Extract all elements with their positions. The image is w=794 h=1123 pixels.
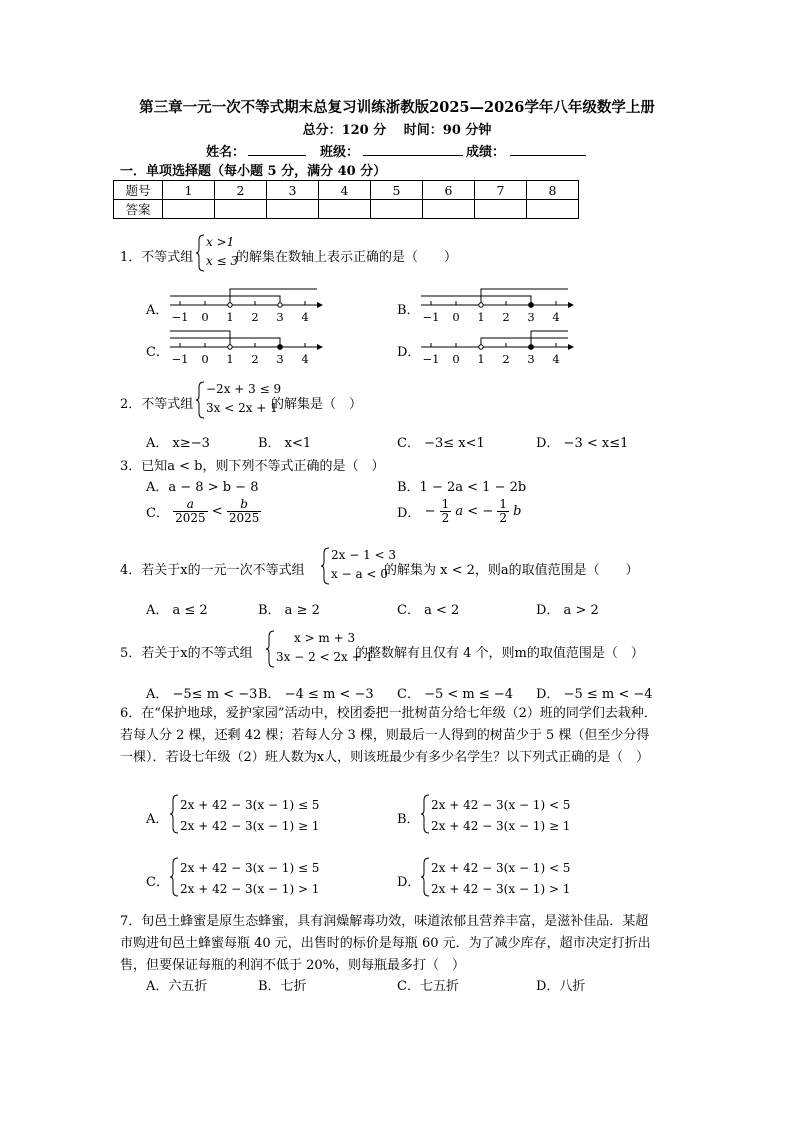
q6-a-line: 2x + 42 − 3(x − 1) ≤ 5 — [180, 798, 320, 812]
number-line-b[interactable] — [416, 284, 576, 326]
q6-d-line: 2x + 42 − 3(x − 1) > 1 — [431, 882, 571, 896]
q3-option-d-tail: b — [513, 504, 522, 519]
numerator: b — [227, 498, 262, 512]
denominator: 2 — [499, 511, 507, 525]
q3-stem: 3．已知a < b，则下列不等式正确的是（ ） — [120, 459, 385, 474]
tick-label: 1 — [477, 352, 485, 366]
q5-option-a[interactable]: A． −5≤ m < −3 — [146, 687, 258, 702]
q2-option-d[interactable]: D． −3 < x≤1 — [536, 436, 629, 451]
q3-option-c-label: C． — [146, 506, 169, 521]
q3-option-b[interactable]: B．1 − 2a < 1 − 2b — [397, 480, 527, 495]
number-line-d[interactable] — [416, 326, 576, 368]
table-cell: 3 — [267, 181, 319, 200]
q3-option-c-operator: < — [211, 504, 223, 519]
tick-label: 4 — [301, 310, 309, 324]
numerator: a — [173, 498, 208, 512]
number-line-c[interactable] — [165, 326, 325, 368]
q4-prefix: 4．若关于x的一元一次不等式组 — [120, 563, 305, 578]
table-cell: 8 — [527, 181, 579, 200]
tick-label: 1 — [226, 352, 234, 366]
denominator: 2025 — [228, 511, 260, 525]
table-cell: 1 — [163, 181, 215, 200]
tick-label: 2 — [502, 310, 510, 324]
q2-option-a[interactable]: A． x≥−3 — [146, 436, 210, 451]
tick-label: 2 — [502, 352, 510, 366]
q7-stem: 7．旬邑土蜂蜜是原生态蜂蜜，具有润燥解毒功效，味道浓郁且营养丰富，是滋补佳品．某超市购进旬邑土蜂蜜每瓶 40 元，出售时的标价是每瓶 60 元．为了减少库存，超市决定打折出售，但要保证每瓶的利润不低于 20%，则每瓶最多打（ ） — [120, 914, 651, 973]
q5-brace — [266, 630, 276, 668]
tick-label: 4 — [552, 310, 560, 324]
q6-c-brace — [170, 857, 180, 897]
q4-option-c[interactable]: C． a < 2 — [397, 603, 460, 618]
q3-option-d-label: D． — [397, 506, 421, 521]
tick-label: 0 — [201, 310, 209, 324]
q1-sys-line: x ≤ 3 — [206, 254, 239, 268]
q5-option-b[interactable]: B． −4 ≤ m < −3 — [258, 687, 374, 702]
name-field[interactable] — [248, 155, 306, 156]
q6-option-a — [180, 795, 319, 837]
tick-label: −1 — [422, 310, 440, 324]
q1-prefix: 1．不等式组 — [120, 250, 194, 265]
table-cell: 6 — [423, 181, 475, 200]
q6-option-c — [180, 858, 319, 900]
q6-d-line: 2x + 42 − 3(x − 1) < 5 — [431, 861, 571, 875]
q3-option-d-middle: a < − — [455, 504, 494, 519]
q2-prefix: 2．不等式组 — [120, 397, 194, 412]
q3-option-c[interactable] — [146, 498, 261, 525]
answer-cell[interactable] — [163, 200, 215, 219]
q2-sys-line: 3x < 2x + 1 — [206, 401, 278, 415]
table-row — [114, 181, 579, 200]
answer-cell[interactable] — [215, 200, 267, 219]
tick-label: 2 — [251, 352, 259, 366]
q2-option-b[interactable]: B． x<1 — [258, 436, 312, 451]
denominator: 2025 — [175, 511, 206, 525]
q1-system — [206, 233, 238, 271]
tick-label: 0 — [452, 310, 460, 324]
answer-cell[interactable] — [319, 200, 371, 219]
class-label: 班级： — [320, 145, 360, 160]
q7-option-c[interactable]: C．七五折 — [397, 979, 459, 994]
q5-prefix: 5．若关于x的不等式组 — [120, 646, 253, 661]
q6-option-b — [431, 795, 570, 837]
q5-sys-line: 3x − 2 < 2x + 1 — [276, 650, 374, 664]
tick-label: 4 — [552, 352, 560, 366]
class-field[interactable] — [363, 155, 463, 156]
numerator: 1 — [499, 497, 507, 511]
q6-d-brace — [421, 857, 431, 897]
q2-system — [206, 380, 281, 418]
q6-a-line: 2x + 42 − 3(x − 1) ≥ 1 — [180, 819, 320, 833]
q3-option-a[interactable]: A．a − 8 > b − 8 — [146, 480, 259, 495]
q6-option-d — [431, 858, 570, 900]
tick-label: 0 — [452, 352, 460, 366]
q4-brace — [321, 547, 331, 585]
q1-brace — [196, 234, 206, 272]
table-cell: 答案 — [114, 200, 163, 219]
q4-option-d[interactable]: D． a > 2 — [536, 603, 599, 618]
q2-sys-line: −2x + 3 ≤ 9 — [206, 382, 282, 396]
denominator: 2 — [441, 511, 450, 525]
q1-option-a-label: A． — [146, 303, 169, 318]
answer-cell[interactable] — [267, 200, 319, 219]
q5-option-c[interactable]: C． −5 < m ≤ −4 — [397, 687, 514, 702]
tick-label: −1 — [422, 352, 440, 366]
q5-sys-line: x > m + 3 — [293, 631, 356, 645]
tick-label: 0 — [201, 352, 209, 366]
tick-label: 1 — [226, 310, 234, 324]
q6-b-brace — [421, 794, 431, 834]
q2-brace — [196, 381, 206, 419]
tick-label: 3 — [276, 310, 284, 324]
fraction — [440, 498, 452, 525]
score-field[interactable] — [510, 155, 586, 156]
q6-option-d-label[interactable]: D． — [397, 875, 421, 890]
tick-label: 3 — [527, 352, 535, 366]
q5-suffix: 的整数解有且仅有 4 个，则m的取值范围是（ ） — [355, 646, 644, 661]
q5-option-d[interactable]: D． −5 ≤ m < −4 — [536, 687, 653, 702]
q2-suffix: 的解集是（ ） — [271, 397, 363, 412]
q1-suffix: 的解集在数轴上表示正确的是（ ） — [236, 250, 458, 265]
number-line-a[interactable] — [165, 284, 325, 326]
table-cell: 5 — [371, 181, 423, 200]
table-cell: 题号 — [114, 181, 163, 200]
q6-b-line: 2x + 42 − 3(x − 1) ≥ 1 — [431, 819, 571, 833]
fraction — [227, 498, 262, 525]
q4-option-b[interactable]: B． a ≥ 2 — [258, 603, 320, 618]
q4-sys-line: 2x − 1 < 3 — [331, 548, 397, 562]
q6-option-c-label[interactable]: C． — [146, 875, 169, 890]
table-cell: 4 — [319, 181, 371, 200]
tick-label: 2 — [251, 310, 259, 324]
q6-stem: 6．在“保护地球，爱护家园”活动中，校团委把一批树苗分给七年级（2）班的同学们去栽种．若每人分 2 棵，还剩 42 棵；若每人分 3 棵，则最后一人得到的树苗少于 5 棵（但至少分得一棵）．若设七年级（2）班人数为x人，则该班最少有多少名学生？以下列式正确的是（ ） — [120, 706, 657, 765]
exam-meta: 总分：120 分 时间：90 分钟 — [302, 123, 492, 138]
q6-c-line: 2x + 42 − 3(x − 1) ≤ 5 — [180, 861, 320, 875]
q2-option-c[interactable]: C． −3≤ x<1 — [397, 436, 485, 451]
page-title: 第三章一元一次不等式期末总复习训练浙教版2025—2026学年八年级数学上册 — [139, 99, 655, 116]
tick-label: 4 — [301, 352, 309, 366]
q1-option-c-label: C． — [146, 345, 169, 360]
q7-option-d[interactable]: D．八折 — [536, 979, 586, 994]
section-heading: 一．单项选择题（每小题 5 分，满分 40 分） — [120, 164, 387, 179]
q4-suffix: 的解集为 x < 2，则a的取值范围是（ ） — [384, 563, 639, 578]
q1-option-b-label: B． — [397, 303, 420, 318]
name-label: 姓名： — [206, 145, 246, 160]
fraction — [497, 498, 509, 525]
answer-cell[interactable] — [423, 200, 475, 219]
tick-label: −1 — [171, 352, 189, 366]
q7-option-b[interactable]: B．七折 — [258, 979, 307, 994]
tick-label: 3 — [527, 310, 535, 324]
table-cell: 7 — [475, 181, 527, 200]
q6-b-line: 2x + 42 − 3(x − 1) < 5 — [431, 798, 571, 812]
q6-option-b-label[interactable]: B． — [397, 812, 420, 827]
answer-cell[interactable] — [475, 200, 527, 219]
q6-a-brace — [170, 794, 180, 834]
answer-table — [113, 180, 579, 219]
q6-option-a-label[interactable]: A． — [146, 812, 169, 827]
q1-option-d-label: D． — [397, 345, 421, 360]
answer-cell[interactable] — [527, 200, 579, 219]
numerator: 1 — [441, 497, 450, 511]
score-label: 成绩： — [466, 145, 506, 160]
q3-option-d[interactable] — [397, 498, 521, 525]
tick-label: 3 — [276, 352, 284, 366]
table-row — [114, 200, 579, 219]
q3-option-d-minus: − — [424, 504, 436, 519]
q1-sys-line: x >1 — [206, 235, 235, 249]
table-cell: 2 — [215, 181, 267, 200]
q4-option-a[interactable]: A． a ≤ 2 — [146, 603, 208, 618]
tick-label: −1 — [171, 310, 189, 324]
answer-cell[interactable] — [371, 200, 423, 219]
tick-label: 1 — [477, 310, 485, 324]
q6-c-line: 2x + 42 − 3(x − 1) > 1 — [180, 882, 320, 896]
q7-option-a[interactable]: A．六五折 — [146, 979, 208, 994]
q4-sys-line: x − a < 0 — [331, 567, 388, 581]
fraction — [173, 498, 208, 525]
